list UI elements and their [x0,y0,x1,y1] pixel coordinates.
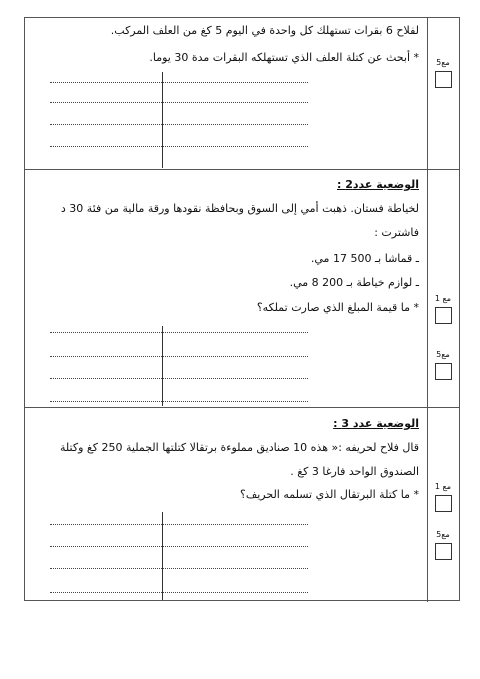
answer-line[interactable] [50,524,308,525]
section-2-title: الوضعية عدد2 : [336,178,419,191]
worksheet-table [24,17,460,601]
criterion-checkbox[interactable] [435,495,452,512]
section-2-question: * ما قيمة المبلغ الذي صارت تملكه؟ [256,301,419,314]
criterion-checkbox[interactable] [435,307,452,324]
section-3-question: * ما كتلة البرتقال الذي تسلمه الحريف؟ [239,488,419,501]
section-3-statement-cont: الصندوق الواحد فارغا 3 كغ . [290,465,419,478]
criteria-column [427,170,459,407]
section-2-statement-cont: فاشترت : [374,226,419,239]
answer-margin-line [162,512,163,600]
section-3 [25,408,459,602]
answer-line[interactable] [50,82,308,83]
criterion-label: مع 1 [434,482,452,491]
answer-line[interactable] [50,592,308,593]
criteria-column [427,408,459,602]
criterion-label: مع 1 [434,294,452,303]
criterion-checkbox[interactable] [435,71,452,88]
section-2-item-1: ـ قماشا بـ 500 17 مي. [310,252,419,265]
section-3-title: الوضعية عدد 3 : [333,417,419,430]
answer-line[interactable] [50,568,308,569]
criterion-1 [434,482,452,512]
criteria-column [427,18,459,169]
section-1 [25,18,459,170]
answer-margin-line [162,326,163,406]
criterion-label: مع5 [436,350,450,359]
criterion-5 [434,58,452,88]
answer-line[interactable] [50,146,308,147]
section-2 [25,170,459,408]
section-3-statement: قال فلاح لحريفه :« هذه 10 صناديق مملوءة برتقالا كتلتها الجملية 250 كغ وكتلة [59,441,419,454]
answer-line[interactable] [50,378,308,379]
section-1-content [25,18,427,169]
section-2-statement: لخياطة فستان. ذهبت أمي إلى السوق وبحافظة نقودها ورقة مالية من فئة 30 د [60,202,419,215]
answer-line[interactable] [50,102,308,103]
answer-margin-line [162,72,163,168]
criterion-5 [434,350,452,380]
section-2-content [25,170,427,407]
criterion-5 [434,530,452,560]
criterion-label: مع5 [436,58,450,67]
answer-line[interactable] [50,356,308,357]
answer-line[interactable] [50,546,308,547]
criterion-1 [434,294,452,324]
section-1-question: * أبحث عن كتلة العلف الذي تستهلكه البقرات مدة 30 يوما. [149,51,419,64]
answer-line[interactable] [50,332,308,333]
section-1-statement: لفلاح 6 بقرات تستهلك كل واحدة في اليوم 5 كغ من العلف المركب. [110,24,419,37]
answer-line[interactable] [50,124,308,125]
section-3-content [25,408,427,602]
answer-line[interactable] [50,401,308,402]
criterion-checkbox[interactable] [435,363,452,380]
criterion-label: مع5 [436,530,450,539]
criterion-checkbox[interactable] [435,543,452,560]
section-2-item-2: ـ لوازم خياطة بـ 200 8 مي. [289,276,419,289]
